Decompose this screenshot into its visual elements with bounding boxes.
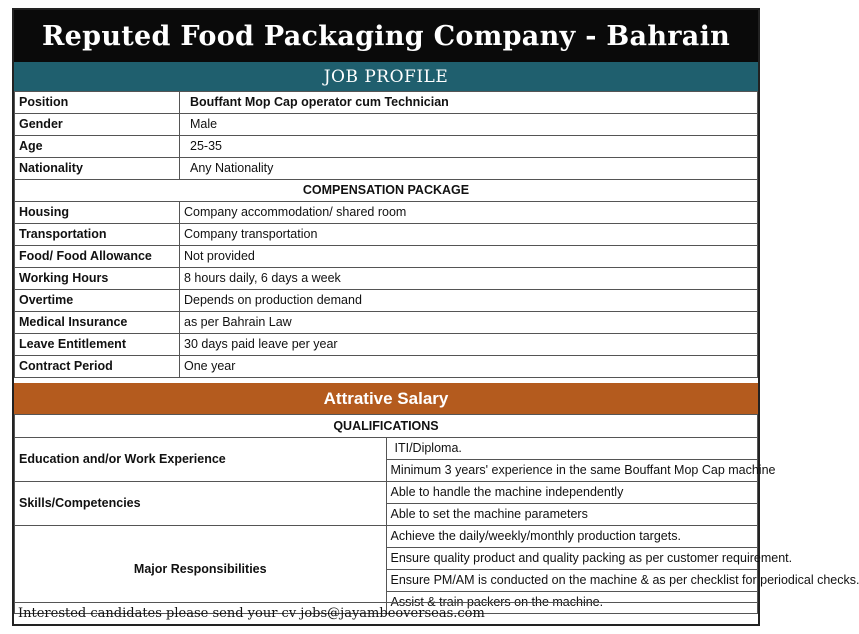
- responsibility-item: Ensure PM/AM is conducted on the machine & as per checklist for periodical checks.: [386, 570, 758, 592]
- salary-banner: Attrative Salary: [14, 383, 758, 414]
- table-row: [15, 526, 758, 548]
- skills-value: Able to handle the machine independently: [386, 482, 758, 504]
- row-value: 30 days paid leave per year: [180, 334, 758, 356]
- education-label: Education and/or Work Experience: [15, 438, 387, 482]
- row-value: Depends on production demand: [180, 290, 758, 312]
- row-label: Age: [15, 136, 180, 158]
- compensation-heading: COMPENSATION PACKAGE: [15, 180, 758, 202]
- table-row: [15, 246, 758, 268]
- table-row: [15, 136, 758, 158]
- table-row: [15, 268, 758, 290]
- page-title: Reputed Food Packaging Company - Bahrain: [14, 10, 758, 62]
- skills-value: Able to set the machine parameters: [386, 504, 758, 526]
- row-value: Company accommodation/ shared room: [180, 202, 758, 224]
- row-label: Leave Entitlement: [15, 334, 180, 356]
- row-label: Gender: [15, 114, 180, 136]
- responsibility-item: Assist & train packers on the machine.: [386, 592, 758, 614]
- row-label: Food/ Food Allowance: [15, 246, 180, 268]
- row-value: as per Bahrain Law: [180, 312, 758, 334]
- row-value: Not provided: [180, 246, 758, 268]
- table-row: [15, 224, 758, 246]
- table-row: [15, 290, 758, 312]
- row-value: Bouffant Mop Cap operator cum Technician: [180, 92, 758, 114]
- table-row: [15, 334, 758, 356]
- job-poster: [12, 8, 859, 626]
- row-label: Nationality: [15, 158, 180, 180]
- table-row: [15, 202, 758, 224]
- row-value: 8 hours daily, 6 days a week: [180, 268, 758, 290]
- table-row: [15, 158, 758, 180]
- table-row: [15, 482, 758, 504]
- row-label: Working Hours: [15, 268, 180, 290]
- table-row: [15, 114, 758, 136]
- row-label: Contract Period: [15, 356, 180, 378]
- education-value: ITI/Diploma.: [386, 438, 758, 460]
- job-details-table: [14, 91, 758, 378]
- skills-label: Skills/Competencies: [15, 482, 387, 526]
- qualifications-heading: QUALIFICATIONS: [15, 415, 758, 438]
- row-value: Any Nationality: [180, 158, 758, 180]
- qualifications-table: [14, 414, 859, 614]
- row-label: Housing: [15, 202, 180, 224]
- row-value: One year: [180, 356, 758, 378]
- job-profile-heading: JOB PROFILE: [14, 62, 758, 91]
- contact-footer: Interested candidates please send your cv jobs@jayambeoverseas.com: [14, 602, 758, 624]
- responsibility-item: Achieve the daily/weekly/monthly production targets.: [386, 526, 758, 548]
- table-row: [15, 180, 758, 202]
- table-row: [15, 92, 758, 114]
- table-row: [15, 356, 758, 378]
- table-row: [15, 438, 758, 460]
- row-value: 25-35: [180, 136, 758, 158]
- responsibility-item: Ensure quality product and quality packing as per customer requirement.: [386, 548, 758, 570]
- responsibilities-label: Major Responsibilities: [15, 526, 387, 614]
- row-value: Male: [180, 114, 758, 136]
- table-row: [15, 415, 758, 438]
- row-label: Transportation: [15, 224, 180, 246]
- education-value: Minimum 3 years' experience in the same Bouffant Mop Cap machine: [386, 460, 758, 482]
- row-label: Position: [15, 92, 180, 114]
- table-row: [15, 312, 758, 334]
- row-label: Overtime: [15, 290, 180, 312]
- row-label: Medical Insurance: [15, 312, 180, 334]
- row-value: Company transportation: [180, 224, 758, 246]
